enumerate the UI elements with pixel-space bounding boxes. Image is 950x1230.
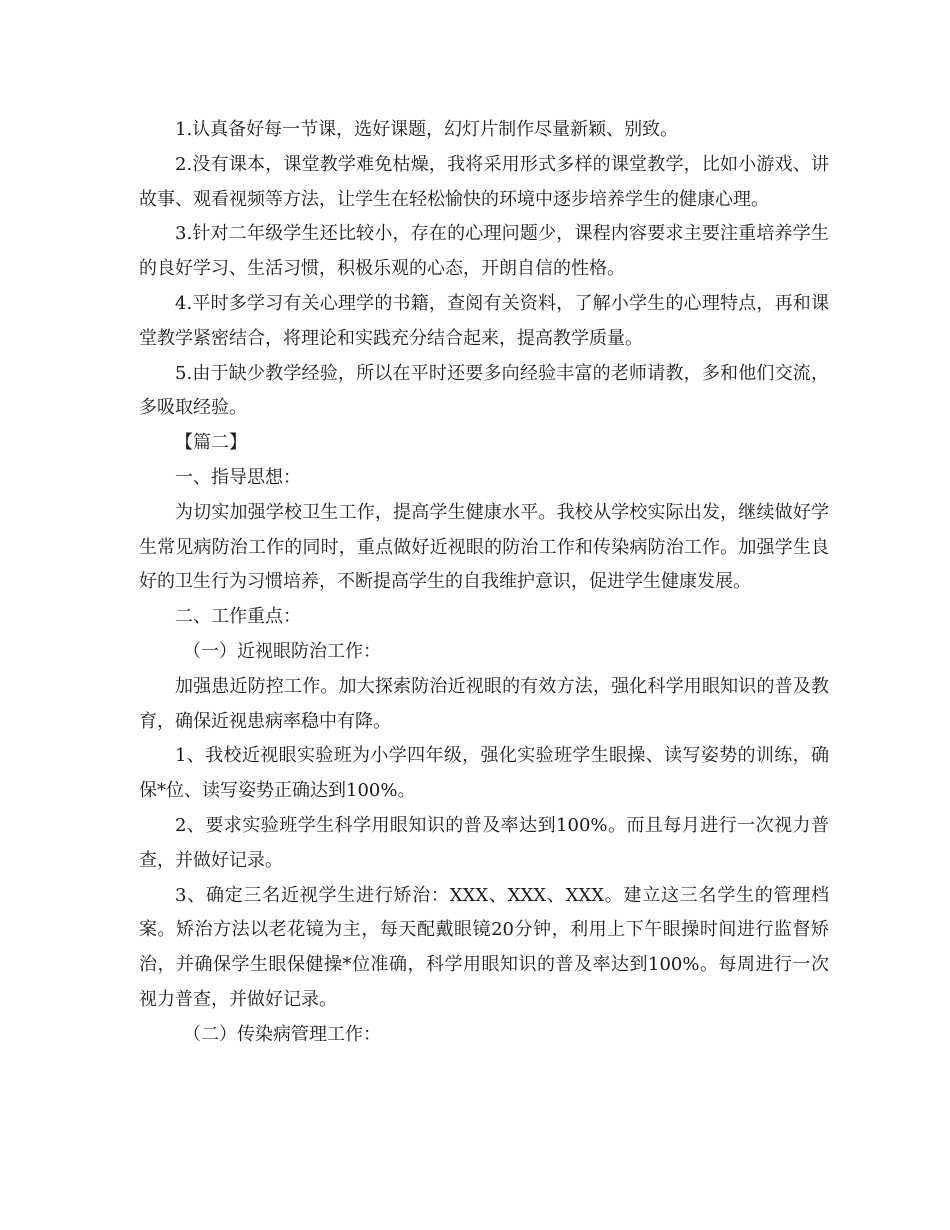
paragraph-item-5: 5.由于缺少教学经验，所以在平时还要多向经验丰富的老师请教，多和他们交流，多吸取经验。: [139, 362, 829, 419]
subheading-guiding-idea: 一、指导思想：: [175, 466, 301, 488]
subheading-work-focus: 二、工作重点：: [175, 606, 301, 628]
paragraph-myopia-item-2: 2、要求实验班学生科学用眼知识的普及率达到100%。而且每月进行一次视力普查，并做好记录。: [139, 814, 829, 871]
paragraph-item-4: 4.平时多学习有关心理学的书籍，查阅有关资料，了解小学生的心理特点，再和课堂教学紧密结合，将理论和实践充分结合起来，提高教学质量。: [139, 292, 829, 349]
paragraph-guiding-idea: 为切实加强学校卫生工作，提高学生健康水平。我校从学校实际出发，继续做好学生常见病防治工作的同时，重点做好近视眼的防治工作和传染病防治工作。加强学生良好的卫生行为习惯培养，不断提高学生的自我维护意识，促进学生健康发展。: [139, 501, 829, 593]
subheading-infectious-disease: （二）传染病管理工作：: [183, 1023, 381, 1045]
paragraph-item-1: 1.认真备好每一节课，选好课题，幻灯片制作尽量新颖、别致。: [175, 119, 679, 140]
paragraph-item-2: 2.没有课本，课堂教学难免枯燥，我将采用形式多样的课堂教学，比如小游戏、讲故事、观看视频等方法，让学生在轻松愉快的环境中逐步培养学生的健康心理。: [139, 153, 829, 210]
paragraph-myopia-intro: 加强患近防控工作。加大探索防治近视眼的有效方法，强化科学用眼知识的普及教育，确保近视患病率稳中有降。: [139, 675, 829, 732]
paragraph-myopia-item-1: 1、我校近视眼实验班为小学四年级，强化实验班学生眼操、读写姿势的训练，确保*位、读写姿势正确达到100%。: [139, 745, 829, 802]
document-body: [139, 113, 829, 1053]
paragraph-item-3: 3.针对二年级学生还比较小，存在的心理问题少，课程内容要求主要注重培养学生的良好学习、生活习惯，积极乐观的心态，开朗自信的性格。: [139, 223, 829, 280]
section-heading: 【篇二】: [175, 432, 247, 454]
subheading-myopia: （一）近视眼防治工作：: [183, 640, 381, 662]
paragraph-myopia-item-3: 3、确定三名近视学生进行矫治：XXX、XXX、XXX。建立这三名学生的管理档案。矫治方法以老花镜为主，每天配戴眼镜20分钟，利用上下午眼操时间进行监督矫治，并确保学生眼保健操*位准确，科学用眼知识的普及率达到100%。每周进行一次视力普查，并做好记录。: [139, 884, 829, 1010]
